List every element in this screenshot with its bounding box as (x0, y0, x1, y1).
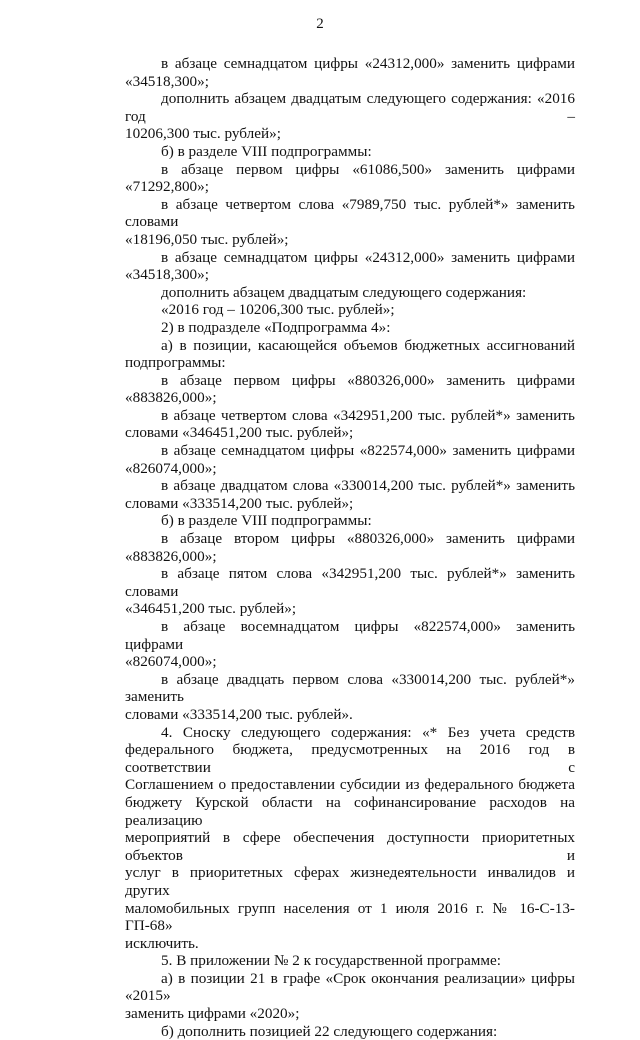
text-line: исключить. (125, 934, 199, 952)
text-line: в абзаце пятом слова «342951,200 тыс. рублей*» заменить словами (125, 565, 575, 600)
text-line: в абзаце втором цифры «880326,000» заменить цифрами (161, 530, 575, 548)
text-line: словами «333514,200 тыс. рублей»; (125, 494, 354, 512)
text-line: словами «346451,200 тыс. рублей»; (125, 424, 354, 442)
text-line: в абзаце двадцатом слова «330014,200 тыс. рублей*» заменить (161, 477, 575, 495)
text-line: бюджету Курской области на софинансирование расходов на реализацию (125, 793, 575, 829)
text-line: в абзаце четвертом слова «7989,750 тыс. рублей*» заменить словами (125, 195, 575, 231)
text-line: в абзаце восемнадцатом цифры «822574,000» заменить цифрами (125, 618, 575, 653)
text-line: в абзаце первом цифры «61086,500» заменить цифрами «71292,800»; (125, 160, 575, 196)
text-line: Соглашением о предоставлении субсидии из федерального бюджета (125, 776, 575, 794)
text-line: 10206,300 тыс. рублей»; (125, 125, 281, 143)
text-line: б) в разделе VIII подпрограммы: (161, 512, 372, 530)
page-number: 2 (316, 16, 324, 32)
text-line: дополнить абзацем двадцатым следующего содержания: (161, 283, 527, 301)
text-line: б) дополнить позицией 22 следующего содержания: (161, 1022, 498, 1040)
text-line: а) в позиции, касающейся объемов бюджетных ассигнований (161, 336, 575, 354)
text-line: услуг в приоритетных сферах жизнедеятельности инвалидов и других (125, 864, 575, 899)
text-line: маломобильных групп населения от 1 июля 2016 г. № 16-С-13-ГП-68» (125, 899, 575, 935)
text-line: в абзаце первом цифры «880326,000» заменить цифрами (161, 371, 575, 389)
text-line: «34518,300»; (125, 72, 209, 90)
text-line: словами «333514,200 тыс. рублей». (125, 705, 353, 723)
text-line: а) в позиции 21 в графе «Срок окончания реализации» цифры «2015» (125, 969, 575, 1005)
text-line: федерального бюджета, предусмотренных на 2016 год в соответствии с (125, 741, 575, 776)
text-line: 5. В приложении № 2 к государственной программе: (161, 952, 501, 970)
text-line: «883826,000»; (125, 547, 217, 565)
text-line: в абзаце семнадцатом цифры «822574,000» заменить цифрами (161, 442, 575, 460)
text-line: 4. Сноску следующего содержания: «* Без учета средств (161, 723, 575, 741)
text-line: в абзаце семнадцатом цифры «24312,000» заменить цифрами (161, 55, 575, 72)
text-line: в абзаце двадцать первом слова «330014,200 тыс. рублей*» заменить (125, 670, 575, 706)
text-line: в абзаце семнадцатом цифры «24312,000» заменить цифрами (161, 248, 575, 266)
text-line: «2016 год – 10206,300 тыс. рублей»; (161, 301, 395, 319)
text-line: «346451,200 тыс. рублей»; (125, 600, 297, 618)
text-line: дополнить абзацем двадцатым следующего содержания: «2016 год – (125, 90, 575, 125)
text-line: в абзаце четвертом слова «342951,200 тыс. рублей*» заменить (161, 406, 575, 424)
text-line: «34518,300»; (125, 266, 209, 284)
text-line: «826074,000»; (125, 653, 217, 671)
text-line: подпрограммы: (125, 354, 226, 372)
text-line: «18196,050 тыс. рублей»; (125, 230, 289, 248)
text-line: заменить цифрами «2020»; (125, 1005, 300, 1023)
text-line: «826074,000»; (125, 459, 217, 477)
text-line: мероприятий в сфере обеспечения доступности приоритетных объектов и (125, 829, 575, 864)
document-body (125, 55, 575, 1040)
text-line: «883826,000»; (125, 389, 217, 407)
text-line: 2) в подразделе «Подпрограмма 4»: (161, 318, 391, 336)
text-line: б) в разделе VIII подпрограммы: (161, 142, 372, 160)
